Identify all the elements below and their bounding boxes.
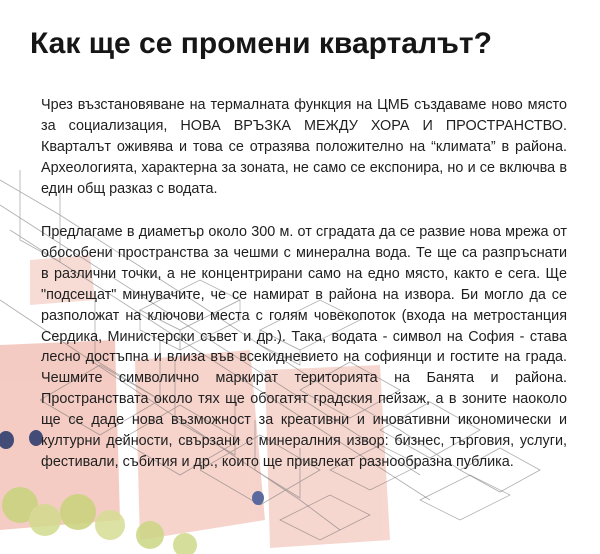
page-title: Как ще се промени кварталът?: [30, 27, 492, 60]
intro-paragraph: Чрез възстановяване на термалната функция на ЦМБ създаваме ново място за социализация, НОВА ВРЪЗКА МЕЖДУ ХОРА И ПРОСТРАНСТВО. Кварталът оживява и това се отразява положително на “климата” в района. Археологията, характерна за зоната, не само се експонира, но и се включва в един общ разказ с водата.: [41, 97, 567, 197]
proposal-paragraph: Предлагаме в диаметър около 300 м. от сградата да се развие нова мрежа от обособени пространства за чешми с минерална вода. Те ще са разпръснати в различни точки, а не концентрирани само на едно място, както е сега. Ще "подсещат" минувачите, че се намират в района на извора. Би могло да се разположат на ключови места с голям човекопоток (входа на метростанция Сердика, Министерски съвет и др.). Така, водата - символ на София - става лесно достъпна и влиза във всекидневието на софиянци и гостите на града. Чешмите символично маркират територията на Банята и района. Пространствата около тях ще обогатят градския пейзаж, а в зоните наоколо ще се даде нова възможност за креативни и иновативни икономически и културни дейности, свързани с минералния извор: бизнес, търговия, услуги, фестивали, събития и др., които ще привлекат разнообразна публика.: [41, 224, 567, 470]
